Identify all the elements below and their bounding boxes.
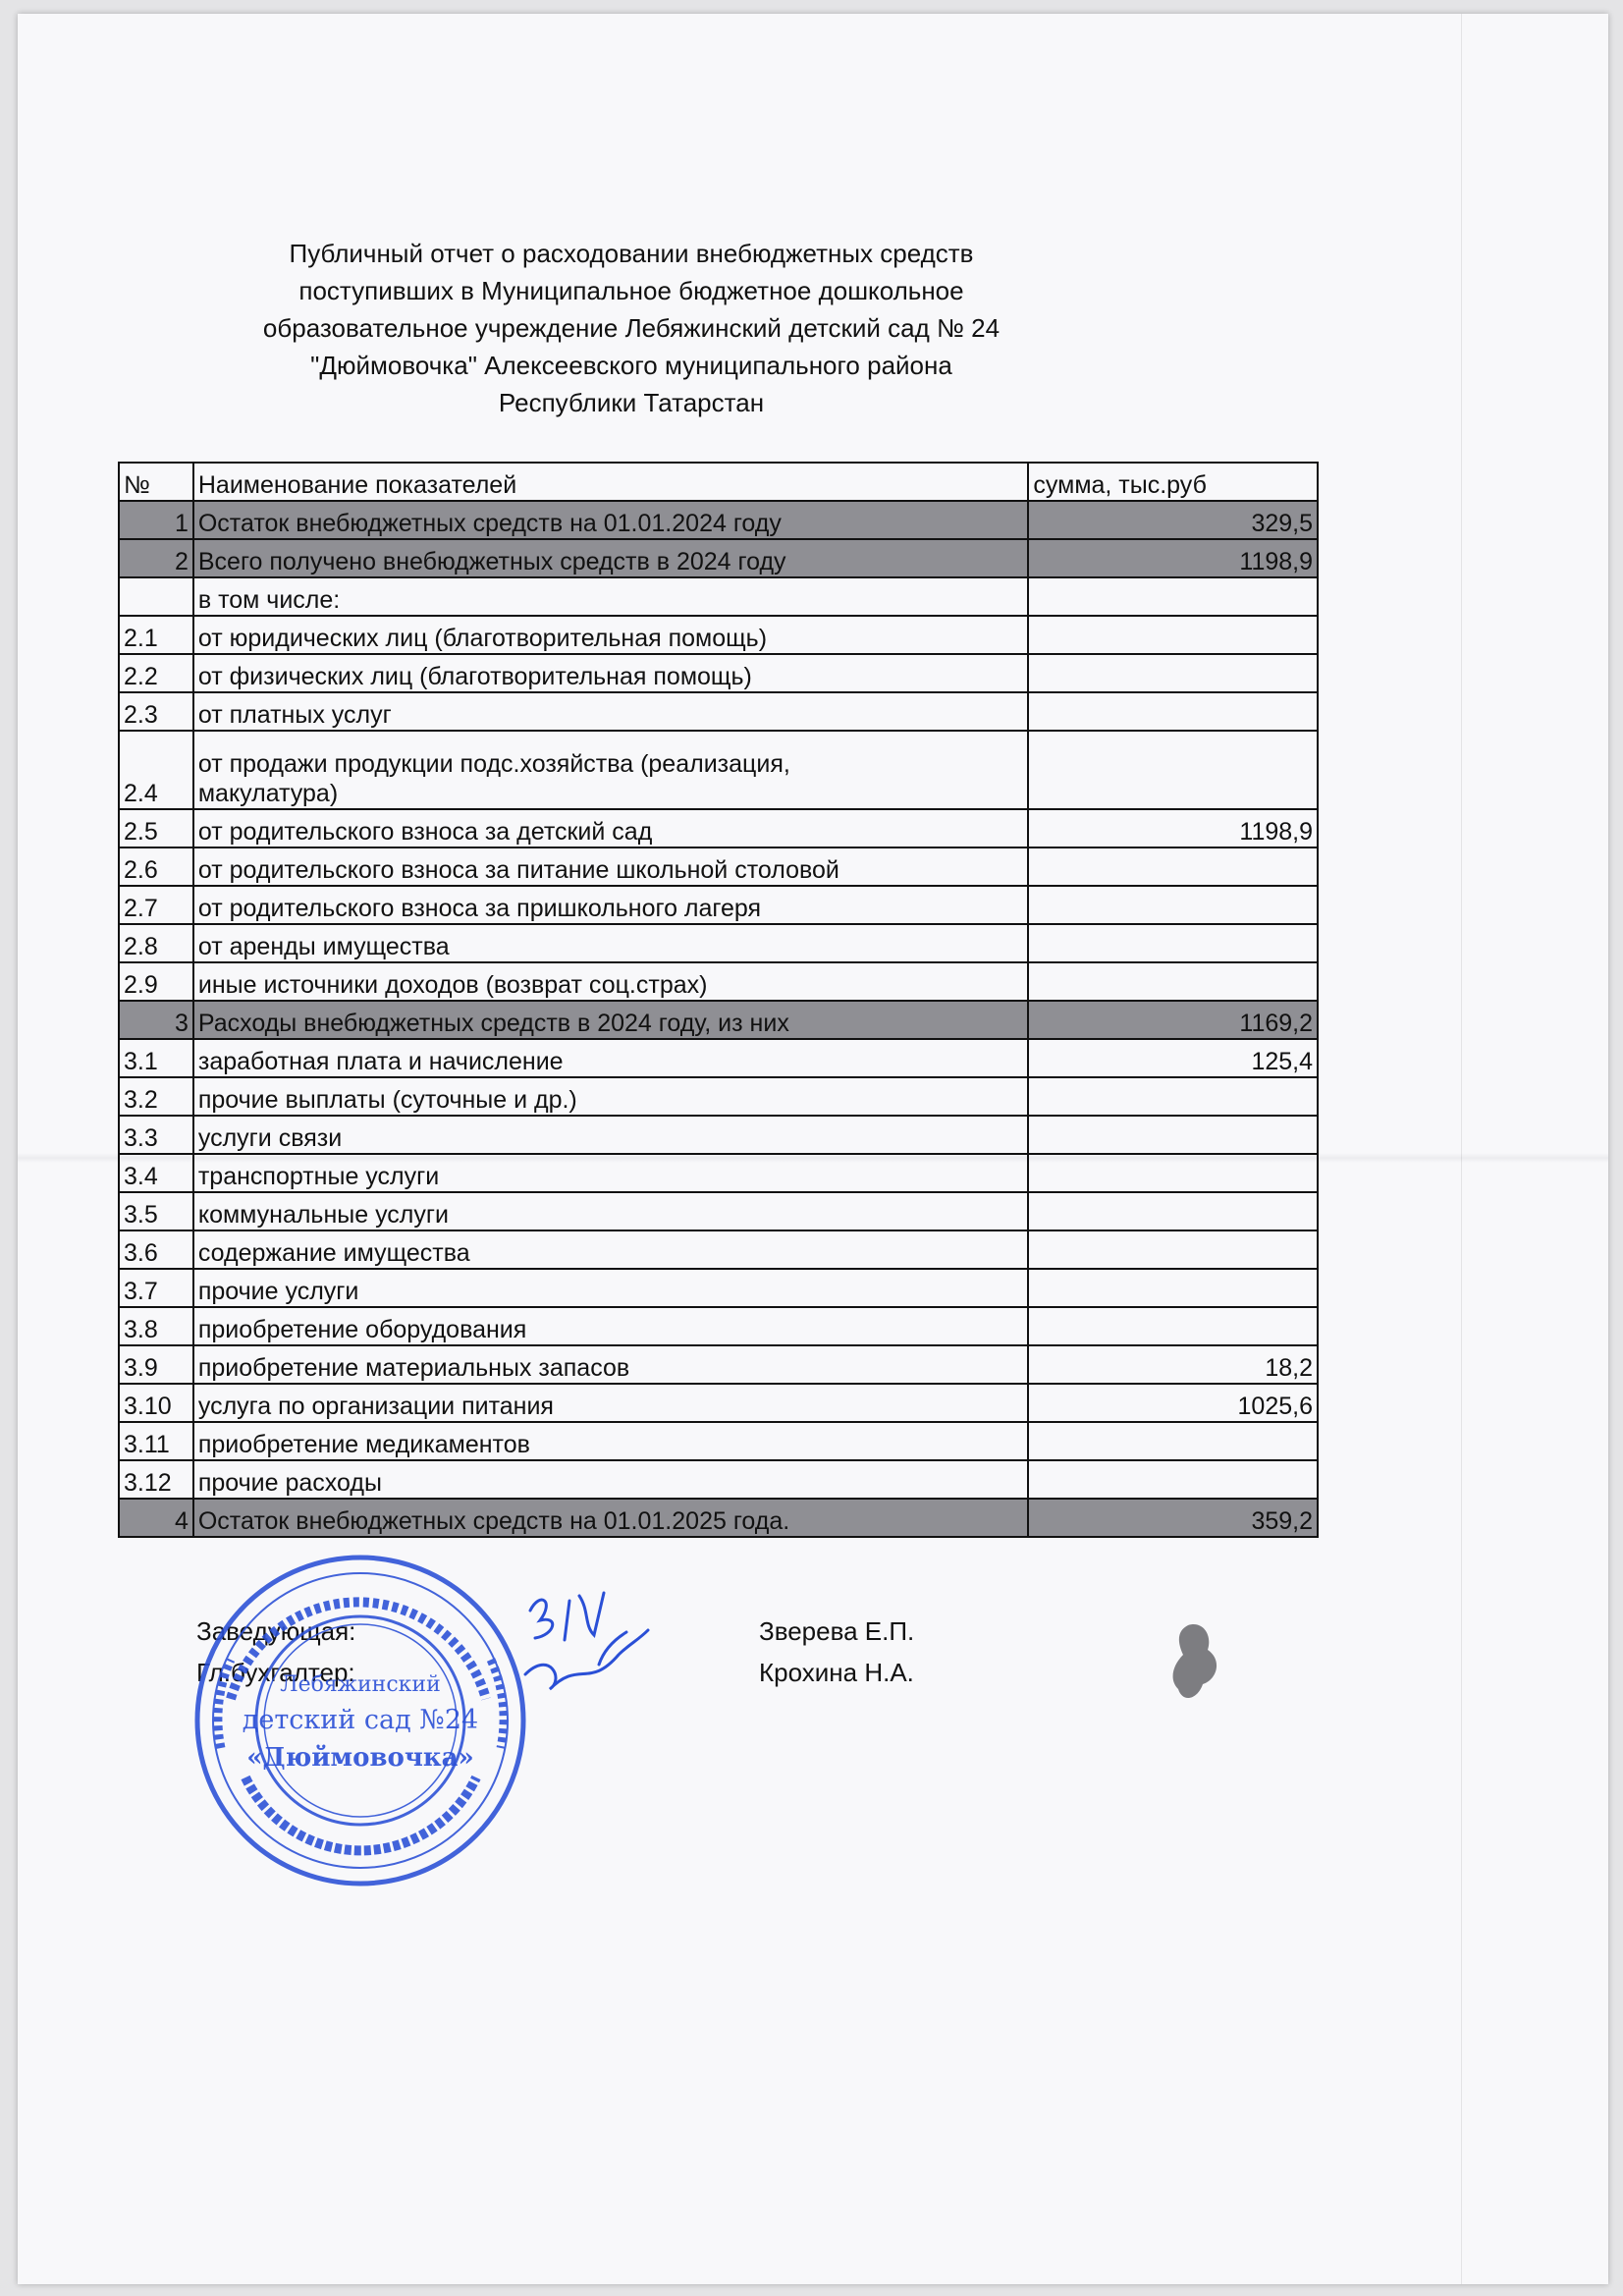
row-name: Всего получено внебюджетных средств в 2024 году <box>193 539 1029 577</box>
row-number: 2.8 <box>119 924 193 962</box>
row-name: коммунальные услуги <box>193 1192 1029 1230</box>
row-amount: 18,2 <box>1028 1345 1318 1384</box>
row-name: в том числе: <box>193 577 1029 616</box>
row-name: прочие выплаты (суточные и др.) <box>193 1077 1029 1116</box>
accountant-name: Крохина Н.А. <box>759 1658 914 1687</box>
table-row <box>119 1307 1318 1345</box>
row-amount: 329,5 <box>1028 501 1318 539</box>
row-amount <box>1028 616 1318 654</box>
row-amount <box>1028 1077 1318 1116</box>
head-label: Заведующая: <box>196 1616 356 1646</box>
row-number: 3.12 <box>119 1460 193 1499</box>
table-row <box>119 1269 1318 1307</box>
table-row <box>119 539 1318 577</box>
table-row <box>119 809 1318 847</box>
row-amount <box>1028 847 1318 886</box>
table-row <box>119 886 1318 924</box>
row-amount: 1169,2 <box>1028 1001 1318 1039</box>
table-row <box>119 692 1318 731</box>
row-name: прочие услуги <box>193 1269 1029 1307</box>
row-number: 2.6 <box>119 847 193 886</box>
title-line: образовательное учреждение Лебяжинский детский сад № 24 <box>262 313 1001 343</box>
row-amount: 1198,9 <box>1028 809 1318 847</box>
row-amount: 359,2 <box>1028 1499 1318 1537</box>
row-number: 2.3 <box>119 692 193 731</box>
row-amount: 1025,6 <box>1028 1384 1318 1422</box>
row-number: 3.5 <box>119 1192 193 1230</box>
row-number: 3.4 <box>119 1154 193 1192</box>
row-name: от родительского взноса за питание школьной столовой <box>193 847 1029 886</box>
row-name: Расходы внебюджетных средств в 2024 году, из них <box>193 1001 1029 1039</box>
row-name: приобретение медикаментов <box>193 1422 1029 1460</box>
row-amount <box>1028 731 1318 809</box>
row-name: Остаток внебюджетных средств на 01.01.2025 года. <box>193 1499 1029 1537</box>
ink-smudge-icon <box>1168 1620 1237 1709</box>
table-row <box>119 1499 1318 1537</box>
table-row <box>119 654 1318 692</box>
row-name: услуга по организации питания <box>193 1384 1029 1422</box>
row-number: 3.6 <box>119 1230 193 1269</box>
table-row <box>119 1116 1318 1154</box>
row-number: 3.8 <box>119 1307 193 1345</box>
head-name: Зверева Е.П. <box>759 1616 915 1646</box>
table-row <box>119 1077 1318 1116</box>
accountant-label: Гл.бухгалтер: <box>196 1658 355 1687</box>
row-amount <box>1028 1154 1318 1192</box>
row-amount: 125,4 <box>1028 1039 1318 1077</box>
row-name: услуги связи <box>193 1116 1029 1154</box>
row-name: иные источники доходов (возврат соц.страх) <box>193 962 1029 1001</box>
row-amount <box>1028 692 1318 731</box>
column-header-name: Наименование показателей <box>193 463 1029 501</box>
signature-names <box>759 1611 914 1693</box>
row-number: 2.4 <box>119 731 193 809</box>
row-amount <box>1028 962 1318 1001</box>
row-amount <box>1028 1230 1318 1269</box>
report-title <box>165 235 1098 421</box>
row-number: 4 <box>119 1499 193 1537</box>
row-number: 2 <box>119 539 193 577</box>
row-number <box>119 577 193 616</box>
row-number: 2.7 <box>119 886 193 924</box>
row-amount <box>1028 1269 1318 1307</box>
table-row <box>119 1345 1318 1384</box>
table-row <box>119 962 1318 1001</box>
title-line: поступивших в Муниципальное бюджетное дошкольное <box>298 276 964 305</box>
paper-crease <box>1461 14 1462 2284</box>
expenditure-table <box>118 462 1319 1538</box>
title-line: "Дюймовочка" Алексеевского муниципального района <box>310 351 952 380</box>
table-row <box>119 1154 1318 1192</box>
row-number: 3 <box>119 1001 193 1039</box>
row-number: 1 <box>119 501 193 539</box>
row-number: 2.9 <box>119 962 193 1001</box>
row-number: 3.2 <box>119 1077 193 1116</box>
table-row <box>119 501 1318 539</box>
row-number: 3.9 <box>119 1345 193 1384</box>
row-number: 3.10 <box>119 1384 193 1422</box>
row-name: Остаток внебюджетных средств на 01.01.2024 году <box>193 501 1029 539</box>
row-number: 2.1 <box>119 616 193 654</box>
row-name: от родительского взноса за детский сад <box>193 809 1029 847</box>
row-name: от платных услуг <box>193 692 1029 731</box>
column-header-number: № <box>119 463 193 501</box>
table-row <box>119 1039 1318 1077</box>
row-name: приобретение материальных запасов <box>193 1345 1029 1384</box>
row-amount <box>1028 654 1318 692</box>
column-header-amount: сумма, тыс.руб <box>1028 463 1318 501</box>
table-row <box>119 1230 1318 1269</box>
row-name: содержание имущества <box>193 1230 1029 1269</box>
row-amount <box>1028 1192 1318 1230</box>
stamp-text-line: детский сад №24 <box>242 1705 479 1735</box>
table-row <box>119 924 1318 962</box>
table-row <box>119 1460 1318 1499</box>
row-name: от аренды имущества <box>193 924 1029 962</box>
table-row <box>119 1384 1318 1422</box>
row-amount <box>1028 924 1318 962</box>
row-name: прочие расходы <box>193 1460 1029 1499</box>
row-name: от родительского взноса за пришкольного лагеря <box>193 886 1029 924</box>
row-number: 2.2 <box>119 654 193 692</box>
row-name: от юридических лиц (благотворительная помощь) <box>193 616 1029 654</box>
table-header-row <box>119 463 1318 501</box>
row-name-line: от продажи продукции подс.хозяйства (реализация, <box>197 750 790 778</box>
title-line: Публичный отчет о расходовании внебюджетных средств <box>289 239 974 268</box>
row-number: 3.3 <box>119 1116 193 1154</box>
row-name: от физических лиц (благотворительная помощь) <box>193 654 1029 692</box>
row-amount <box>1028 886 1318 924</box>
stamp-text-line: «Дюймовочка» <box>246 1743 474 1773</box>
table-row <box>119 731 1318 809</box>
title-line: Республики Татарстан <box>498 388 765 417</box>
stamp-text-line: Лебяжинский <box>280 1672 441 1697</box>
row-amount <box>1028 1116 1318 1154</box>
row-number: 3.1 <box>119 1039 193 1077</box>
official-stamp-icon <box>191 1552 530 1890</box>
table-row <box>119 577 1318 616</box>
row-amount <box>1028 1422 1318 1460</box>
row-name-line: макулатура) <box>197 780 339 807</box>
row-name: транспортные услуги <box>193 1154 1029 1192</box>
row-amount <box>1028 1307 1318 1345</box>
table-row <box>119 616 1318 654</box>
row-number: 2.5 <box>119 809 193 847</box>
row-name: заработная плата и начисление <box>193 1039 1029 1077</box>
row-number: 3.11 <box>119 1422 193 1460</box>
row-amount <box>1028 577 1318 616</box>
signature-icon <box>511 1581 658 1709</box>
table-row <box>119 1422 1318 1460</box>
row-name <box>193 731 1029 809</box>
table-row <box>119 847 1318 886</box>
row-amount: 1198,9 <box>1028 539 1318 577</box>
row-number: 3.7 <box>119 1269 193 1307</box>
row-name: приобретение оборудования <box>193 1307 1029 1345</box>
table-row <box>119 1001 1318 1039</box>
row-amount <box>1028 1460 1318 1499</box>
table-row <box>119 1192 1318 1230</box>
